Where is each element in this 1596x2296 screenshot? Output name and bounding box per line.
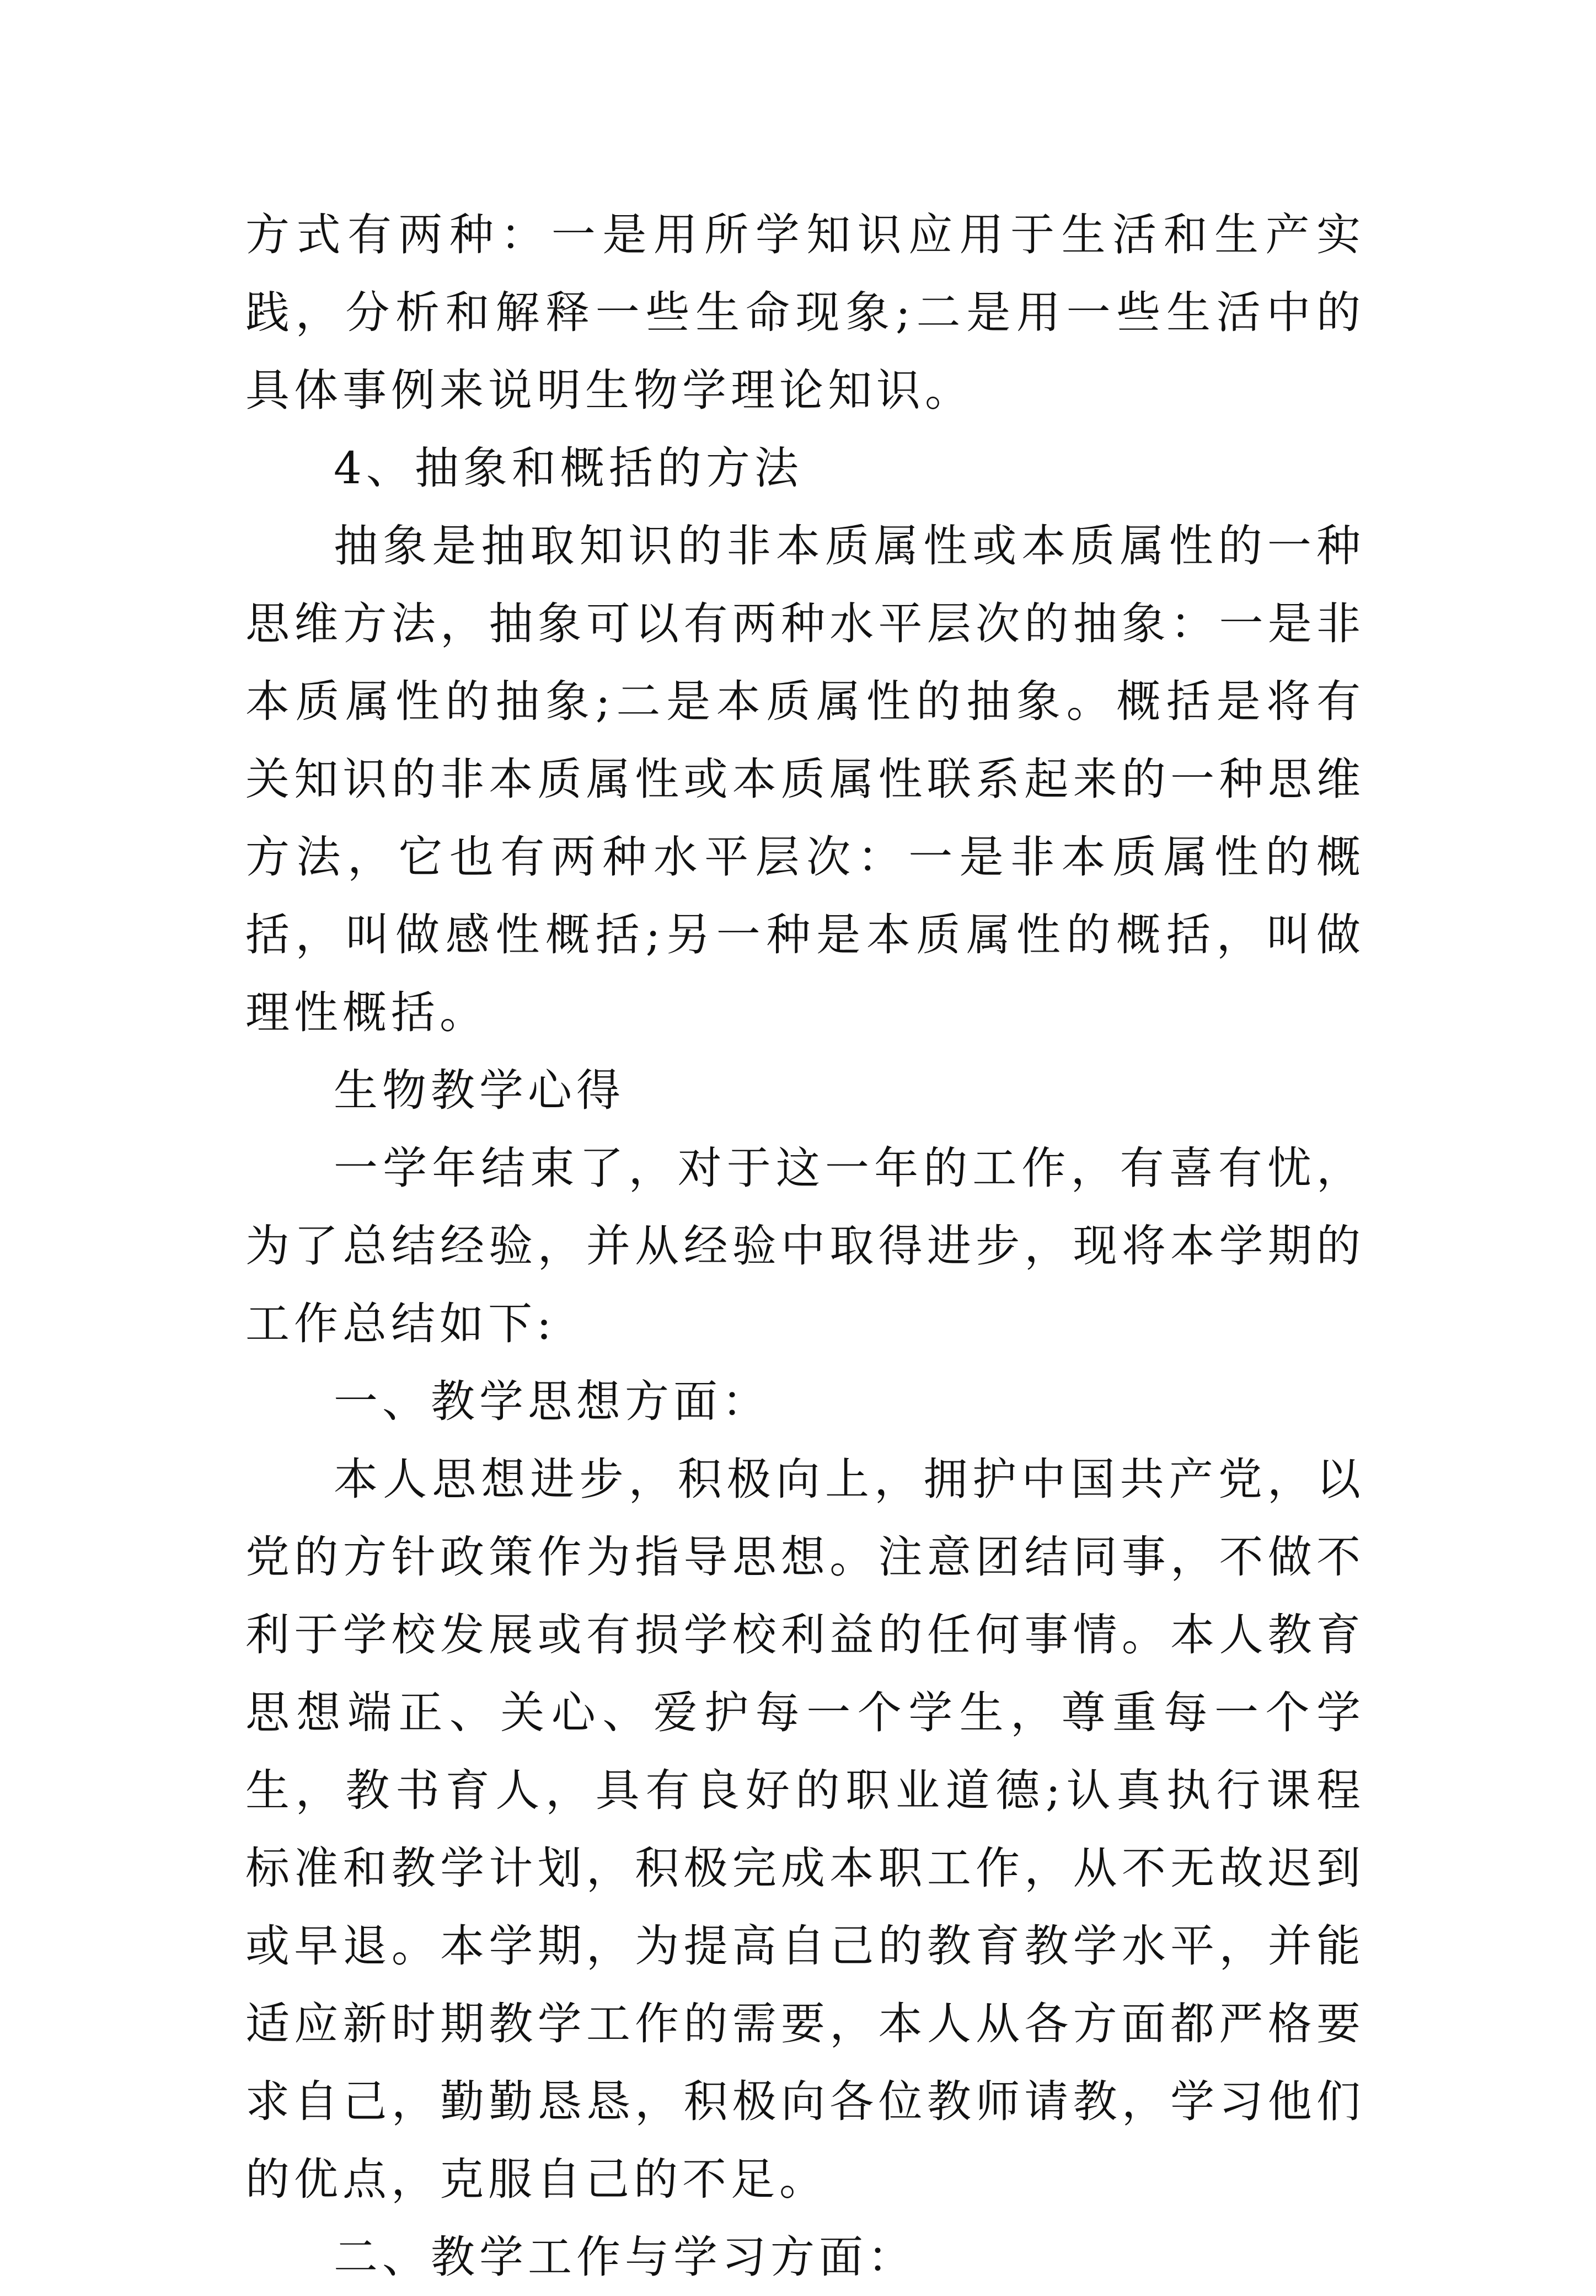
paragraph-year-summary: 一学年结束了，对于这一年的工作，有喜有忧，为了总结经验，并从经验中取得进步，现将本学期的工作总结如下: [245,1142,1365,1349]
heading-biology-teaching-reflection: 生物教学心得 [334,1065,625,1116]
paragraph-method-conclusion: 方式有两种：一是用所学知识应用于生活和生产实践，分析和解释一些生命现象;二是用一些生活中的具体事例来说明生物学理论知识。 [245,209,1365,416]
heading-teaching-work-study: 二、教学工作与学习方面： [334,2231,916,2283]
paragraph-teaching-thought: 本人思想进步，积极向上，拥护中国共产党，以党的方针政策作为指导思想。注意团结同事，不做不利于学校发展或有损学校利益的任何事情。本人教育思想端正、关心、爱护每一个学生，尊重每一个学生，教书育人，具有良好的职业道德;认真执行课程标准和教学计划，积极完成本职工作，从不无故迟到或早退。本学期，为提高自己的教育教学水平，并能适应新时期教学工作的需要，本人从各方面都严格要求自己，勤勤恳恳，积极向各位教师请教，学习他们的优点，克服自己的不足。 [245,1454,1365,2205]
document-body [245,196,1365,2296]
paragraph-abstraction: 抽象是抽取知识的非本质属性或本质属性的一种思维方法，抽象可以有两种水平层次的抽象：一是非本质属性的抽象;二是本质属性的抽象。概括是将有关知识的非本质属性或本质属性联系起来的一种思维方法，它也有两种水平层次：一是非本质属性的概括，叫做感性概括;另一种是本质属性的概括，叫做理性概括。 [245,520,1365,1038]
heading-teaching-thought: 一、教学思想方面： [334,1376,770,1427]
heading-abstraction-method: 4、抽象和概括的方法 [334,442,803,494]
